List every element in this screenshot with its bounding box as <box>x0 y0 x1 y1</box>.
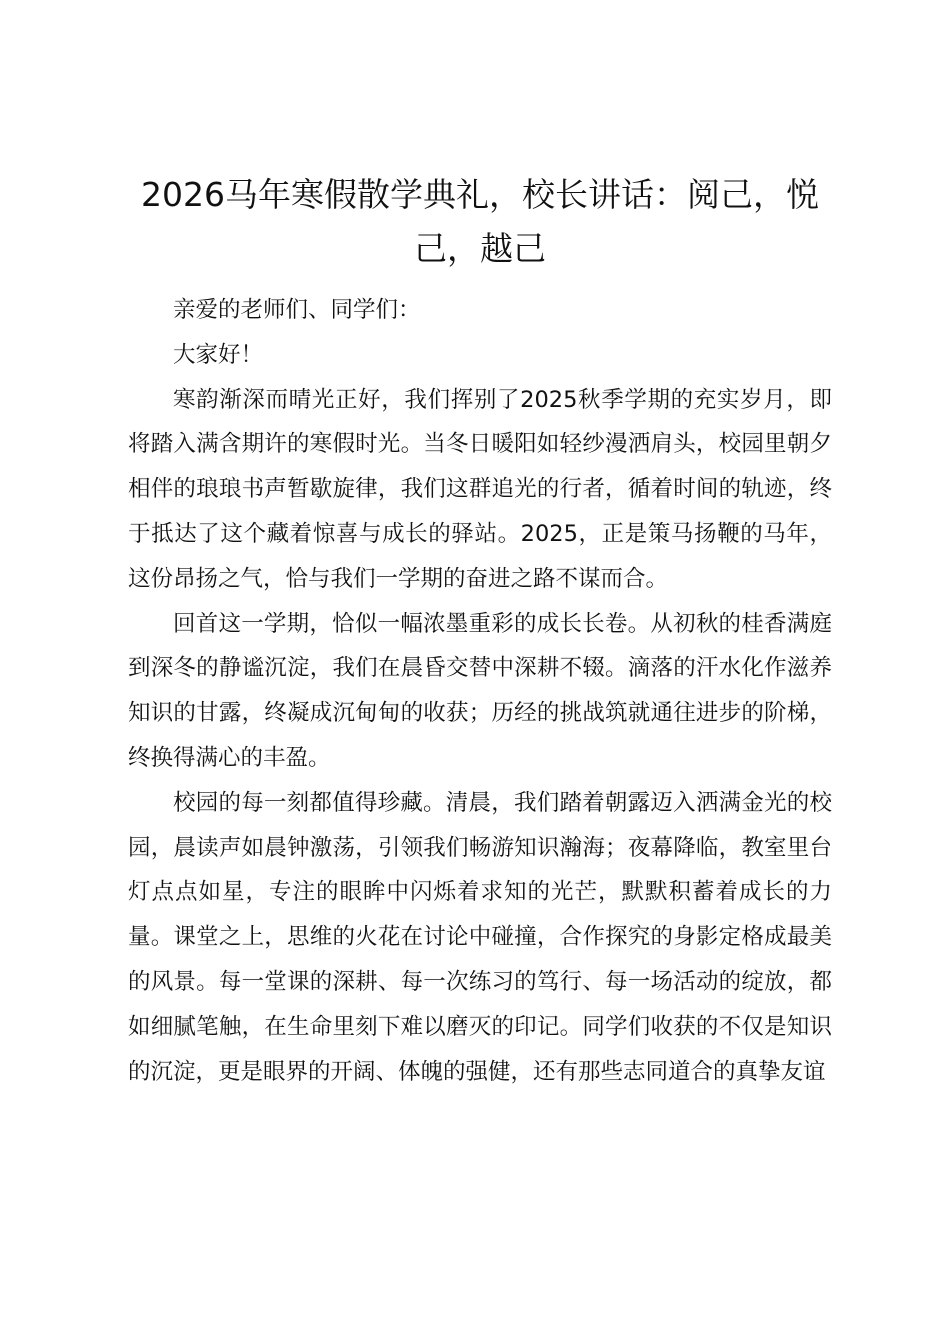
body-paragraph: 校园的每一刻都值得珍藏。清晨，我们踏着朝露迈入洒满金光的校园，晨读声如晨钟激荡，引领我们畅游知识瀚海；夜幕降临，教室里台灯点点如星，专注的眼眸中闪烁着求知的光芒，默默积蓄着成长的力量。课堂之上，思维的火花在讨论中碰撞，合作探究的身影定格成最美的风景。每一堂课的深耕、每一次练习的笃行、每一场活动的绽放，都如细腻笔触，在生命里刻下难以磨灭的印记。同学们收获的不仅是知识的沉淀，更是眼界的开阔、体魄的强健，还有那些志同道合的真挚友谊 <box>128 789 832 1085</box>
body-paragraph: 回首这一学期，恰似一幅浓墨重彩的成长长卷。从初秋的桂香满庭到深冬的静谧沉淀，我们在晨昏交替中深耕不辍。滴落的汗水化作滋养知识的甘露，终凝成沉甸甸的收获；历经的挑战筑就通往进步的阶梯，终换得满心的丰盈。 <box>128 610 832 771</box>
body-paragraph: 寒韵渐深而晴光正好，我们挥别了2025秋季学期的充实岁月，即将踏入满含期许的寒假时光。当冬日暖阳如轻纱漫洒肩头，校园里朝夕相伴的琅琅书声暂歇旋律，我们这群追光的行者，循着时间的轨迹，终于抵达了这个藏着惊喜与成长的驿站。2025，正是策马扬鞭的马年，这份昂扬之气，恰与我们一学期的奋进之路不谋而合。 <box>128 386 832 592</box>
document-body <box>128 288 832 1094</box>
greeting: 大家好！ <box>173 341 264 368</box>
salutation: 亲爱的老师们、同学们： <box>173 297 421 323</box>
document-page <box>128 168 832 1094</box>
document-title: 2026马年寒假散学典礼，校长讲话：阅己，悦己，越己 <box>141 175 819 268</box>
